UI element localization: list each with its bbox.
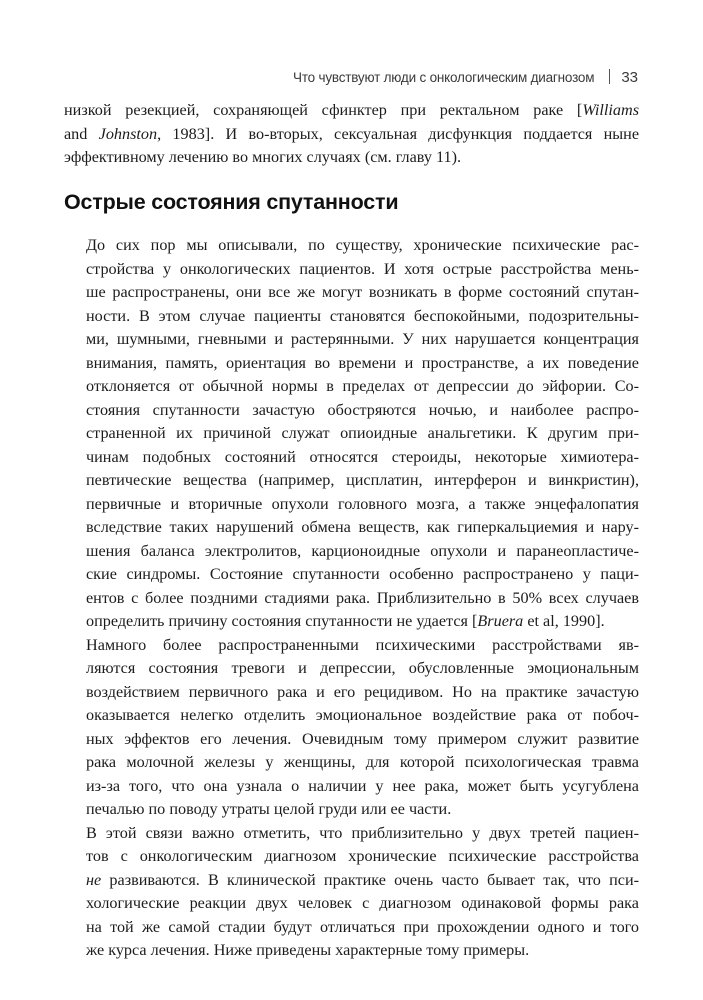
paragraph-2 (64, 634, 639, 822)
text-line: ми, шумными, гневными и растерянными. У них нарушается концентрация (86, 330, 639, 348)
paragraph-3 (64, 822, 639, 963)
text-line: печалью по поводу утраты целой груди или ее части. (86, 800, 452, 818)
text-line: вследствие таких нарушений обмена веществ, как гиперкальциемия и нару- (86, 518, 639, 536)
text-line: из-за того, что она узнала о наличии у нее рака, может быть усугублена (86, 776, 639, 795)
text-line: ности. В этом случае пациенты становятся беспокойными, подозрительны- (86, 306, 639, 325)
section-heading: Острые состояния спутанности (64, 190, 399, 214)
text-line: Намного более распространенными психическими расстройствами яв- (86, 635, 639, 654)
section-body (64, 234, 639, 963)
running-head (64, 67, 638, 86)
text-line: певтические вещества (например, цисплатин, интерферон и винкристин), (86, 471, 639, 489)
text-line: внимания, память, ориентация во времени и пространстве, а их поведение (86, 353, 639, 372)
text-line: рака молочной железы у женщины, для которой психологическая травма (86, 753, 639, 771)
text-line: В этой связи важно отметить, что приблизительно у двух третей пациен- (86, 823, 639, 842)
text-line: стояния спутанности зачастую обостряются ночью, и наиболее распро- (86, 400, 639, 419)
text-line: хологические реакции двух человек с диагнозом одинаковой формы рака (86, 894, 639, 912)
paragraph-1 (64, 234, 639, 634)
text-line: страненной их причиной служат опиоидные анальгетики. К другим при- (86, 424, 639, 442)
text-line: низкой резекцией, сохраняющей сфинктер при ректальном раке [Williams (64, 101, 639, 119)
text-line: ляются состояния тревоги и депрессии, обусловленные эмоциональным (86, 659, 639, 677)
text-line: ных эффектов его лечения. Очевидным тому примером служит развитие (86, 729, 639, 748)
text-line: первичные и вторичные опухоли головного мозга, а также энцефалопатия (86, 494, 639, 513)
text-line: на той же самой стадии будут отличаться при прохождении одного и того (86, 917, 639, 936)
text-line: ентов с более поздними стадиями рака. Приблизительно в 50% всех случаев (86, 588, 639, 607)
text-line: шения баланса электролитов, карционоидные опухоли и паранеопластиче- (86, 541, 639, 560)
text-line: До сих пор мы описывали, по существу, хронические психические рас- (86, 236, 639, 254)
text-line: чинам подобных состояний относятся стероиды, некоторые химиотера- (86, 447, 639, 466)
page-number: 33 (621, 69, 638, 86)
text-line: эффективному лечению во многих случаях (см. главу 11). (64, 148, 462, 166)
text-line: же курса лечения. Ниже приведены характерные тому примеры. (86, 941, 530, 959)
text-line: не развиваются. В клинической практике очень часто бывает так, что пси- (86, 870, 639, 889)
text-line: воздействием первичного рака и его рецидивом. Но на практике зачастую (86, 682, 639, 701)
text-line: ские синдромы. Состояние спутанности особенно распространено у паци- (86, 565, 639, 583)
text-line: and Johnston, 1983]. И во-вторых, сексуальная дисфункция поддается ныне (64, 124, 640, 143)
text-line: оказывается нелегко отделить эмоциональное воздействие рака от побоч- (86, 706, 639, 724)
text-line: определить причину состояния спутанности не удается [Bruera et al, 1990]. (86, 612, 605, 630)
text-line: отклоняется от обычной нормы в пределах от депрессии до эйфории. Со- (86, 377, 639, 395)
text-line: стройства у онкологических пациентов. И хотя острые расстройства мень- (86, 259, 639, 278)
continued-paragraph (64, 99, 639, 170)
text-line: ше распространены, они все же могут возникать в форме состояний спутан- (86, 283, 639, 301)
running-head-title: Что чувствуют люди с онкологическим диагнозом (293, 70, 595, 85)
running-head-divider (609, 69, 610, 84)
text-line: тов с онкологическим диагнозом хронические психические расстройства (86, 847, 639, 865)
